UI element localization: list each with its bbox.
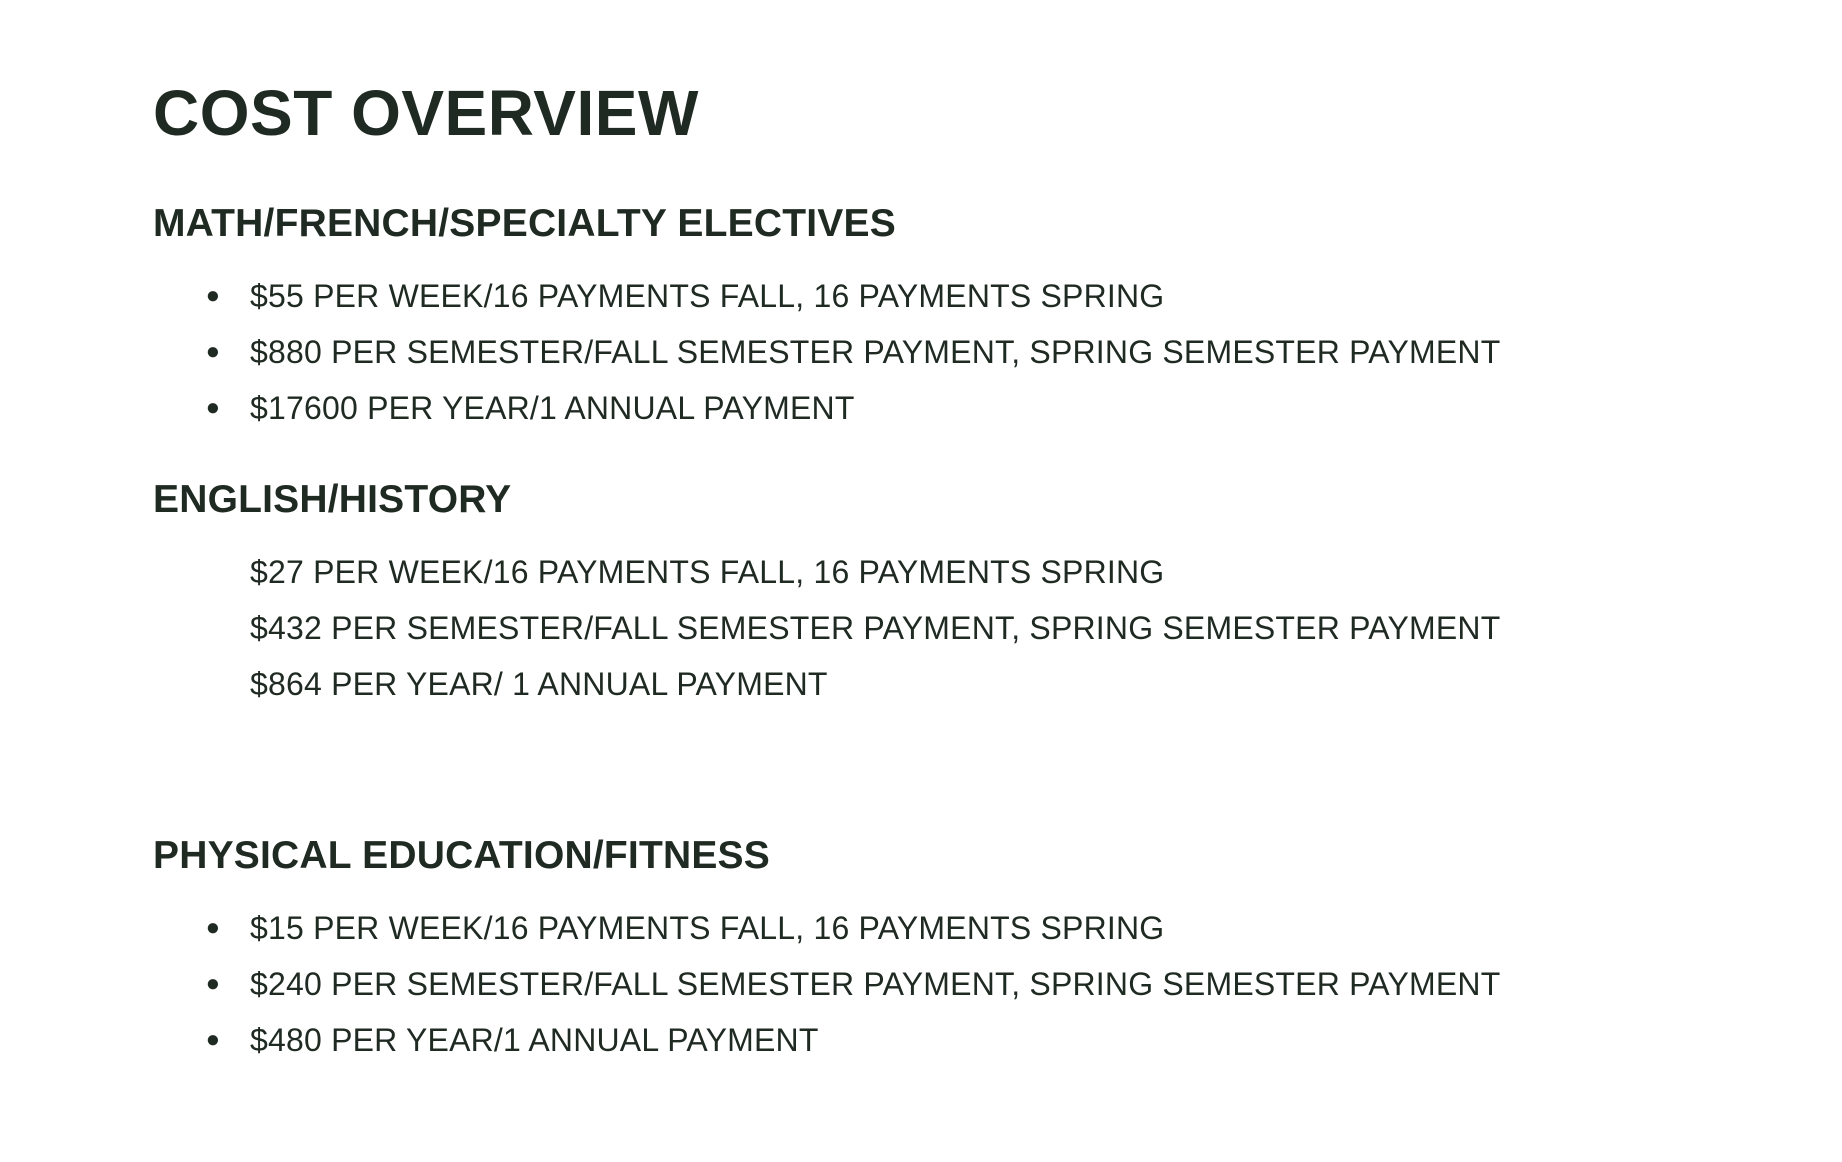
list-item	[153, 544, 1753, 600]
section-heading-english-history: ENGLISH/HISTORY	[153, 478, 512, 521]
list-item-text: $432 PER SEMESTER/FALL SEMESTER PAYMENT, SPRING SEMESTER PAYMENT	[250, 610, 1501, 646]
bullet-icon: ●	[205, 1026, 221, 1053]
bullet-icon: ●	[205, 282, 221, 309]
cost-list-math-french-electives	[153, 268, 1753, 436]
list-item-text: $27 PER WEEK/16 PAYMENTS FALL, 16 PAYMENTS SPRING	[250, 554, 1165, 590]
section-heading-math-french-electives: MATH/FRENCH/SPECIALTY ELECTIVES	[153, 202, 896, 245]
document-page	[153, 72, 1753, 1068]
cost-list-physical-education	[153, 900, 1753, 1068]
list-item	[153, 1012, 1753, 1068]
list-item	[153, 900, 1753, 956]
list-item	[153, 600, 1753, 656]
bullet-icon: ●	[205, 970, 221, 997]
page-title: COST OVERVIEW	[153, 77, 699, 149]
list-item	[153, 956, 1753, 1012]
list-item-text: $17600 PER YEAR/1 ANNUAL PAYMENT	[250, 390, 855, 426]
list-item-text: $864 PER YEAR/ 1 ANNUAL PAYMENT	[250, 666, 828, 702]
list-item	[153, 324, 1753, 380]
list-item-text: $480 PER YEAR/1 ANNUAL PAYMENT	[250, 1022, 819, 1058]
list-item-text: $55 PER WEEK/16 PAYMENTS FALL, 16 PAYMENTS SPRING	[250, 278, 1165, 314]
list-item-text: $880 PER SEMESTER/FALL SEMESTER PAYMENT, SPRING SEMESTER PAYMENT	[250, 334, 1501, 370]
bullet-icon: ●	[205, 394, 221, 421]
list-item	[153, 268, 1753, 324]
list-item	[153, 656, 1753, 712]
list-item-text: $15 PER WEEK/16 PAYMENTS FALL, 16 PAYMENTS SPRING	[250, 910, 1165, 946]
section-heading-physical-education: PHYSICAL EDUCATION/FITNESS	[153, 834, 770, 877]
cost-list-english-history	[153, 544, 1753, 712]
list-item	[153, 380, 1753, 436]
list-item-text: $240 PER SEMESTER/FALL SEMESTER PAYMENT, SPRING SEMESTER PAYMENT	[250, 966, 1501, 1002]
bullet-icon: ●	[205, 914, 221, 941]
bullet-icon: ●	[205, 338, 221, 365]
